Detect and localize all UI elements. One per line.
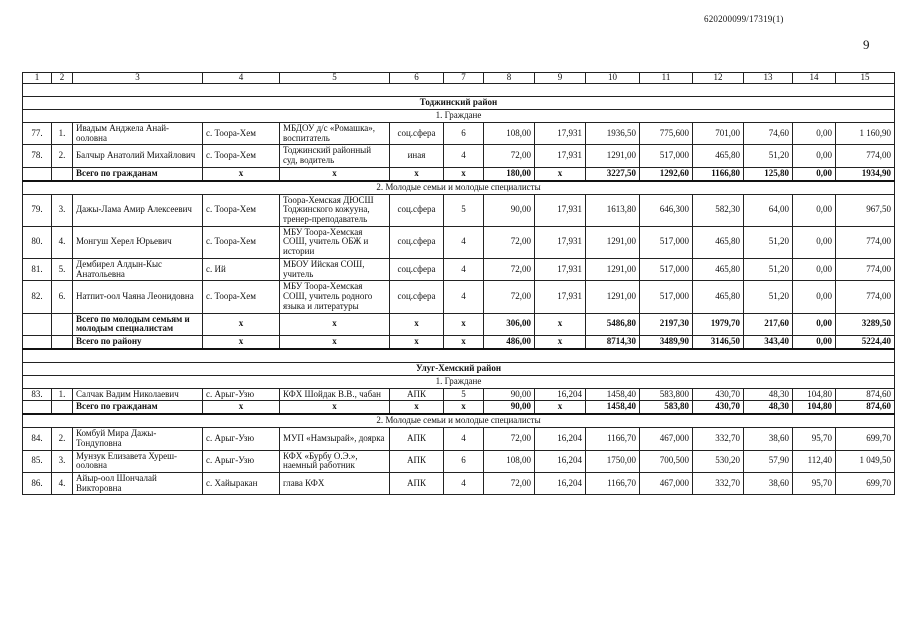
- table-row: [23, 123, 895, 145]
- person-name: Монгуш Херел Юрьевич: [73, 226, 203, 258]
- sphere: АПК: [390, 428, 444, 450]
- local-funds: 51,20: [744, 258, 793, 280]
- total-value: х: [203, 313, 280, 335]
- table-row: [23, 450, 895, 472]
- area: 90,00: [484, 194, 535, 226]
- federal-funds: 467,000: [640, 472, 693, 494]
- total-value: 217,60: [744, 313, 793, 335]
- family-size: 5: [444, 194, 484, 226]
- row-index: 6.: [52, 281, 73, 313]
- category-title: 2. Молодые семьи и молодые специалисты: [23, 414, 895, 428]
- total-empty: [52, 313, 73, 335]
- other-funds: 95,70: [793, 428, 836, 450]
- total-value: 874,60: [836, 401, 895, 414]
- total-label: Всего по молодым семьям и молодым специалистам: [73, 313, 203, 335]
- local-funds: 51,20: [744, 226, 793, 258]
- total-value: 430,70: [693, 401, 744, 414]
- row-index: 4.: [52, 226, 73, 258]
- regional-funds: 332,70: [693, 472, 744, 494]
- local-funds: 38,60: [744, 428, 793, 450]
- total-value: х: [390, 401, 444, 414]
- settlement: с. Тоора-Хем: [203, 194, 280, 226]
- total-value: 3289,50: [836, 313, 895, 335]
- header-cell: 10: [586, 73, 640, 84]
- total-value: 1979,70: [693, 313, 744, 335]
- sphere: соц.сфера: [390, 226, 444, 258]
- header-cell: 14: [793, 73, 836, 84]
- total-value: х: [444, 167, 484, 180]
- table-row: [23, 226, 895, 258]
- table-row: [23, 194, 895, 226]
- header-cell: 15: [836, 73, 895, 84]
- regional-funds: 465,80: [693, 258, 744, 280]
- area: 72,00: [484, 428, 535, 450]
- total-value: 0,00: [793, 167, 836, 180]
- total-value: х: [280, 335, 390, 348]
- category-title-row: [23, 414, 895, 428]
- federal-funds: 517,000: [640, 226, 693, 258]
- category-title-row: [23, 375, 895, 388]
- total-label: Всего по району: [73, 335, 203, 348]
- table-body: [23, 73, 895, 495]
- person-name: Ивадым Анджела Анай-ооловна: [73, 123, 203, 145]
- federal-funds: 775,600: [640, 123, 693, 145]
- total-value: 1934,90: [836, 167, 895, 180]
- row-index: 1.: [52, 388, 73, 401]
- workplace: МБУ Тоора-Хемская СОШ, учитель родного языка и литературы: [280, 281, 390, 313]
- settlement: с. Тоора-Хем: [203, 226, 280, 258]
- workplace: МБУ Тоора-Хемская СОШ, учитель ОБЖ и истории: [280, 226, 390, 258]
- federal-funds: 517,000: [640, 281, 693, 313]
- total-value: х: [535, 313, 586, 335]
- rate: 16,204: [535, 450, 586, 472]
- total-cost: 1291,00: [586, 258, 640, 280]
- other-funds: 0,00: [793, 281, 836, 313]
- area: 72,00: [484, 472, 535, 494]
- regional-funds: 465,80: [693, 226, 744, 258]
- total-cost: 1291,00: [586, 226, 640, 258]
- header-cell: 7: [444, 73, 484, 84]
- category-title: 1. Граждане: [23, 375, 895, 388]
- total-value: 486,00: [484, 335, 535, 348]
- row-index: 3.: [52, 450, 73, 472]
- sphere: соц.сфера: [390, 258, 444, 280]
- sphere: иная: [390, 145, 444, 167]
- total-empty: [23, 313, 52, 335]
- row-index: 2.: [52, 145, 73, 167]
- total-value: 180,00: [484, 167, 535, 180]
- family-size: 4: [444, 428, 484, 450]
- total-row: [23, 167, 895, 180]
- category-title-row: [23, 181, 895, 195]
- total-label: Всего по гражданам: [73, 401, 203, 414]
- row-number: 82.: [23, 281, 52, 313]
- total-value: х: [444, 401, 484, 414]
- total-value: 0,00: [793, 335, 836, 348]
- total-value: х: [390, 167, 444, 180]
- settlement: с. Арыг-Узю: [203, 428, 280, 450]
- federal-funds: 517,000: [640, 258, 693, 280]
- category-title: 2. Молодые семьи и молодые специалисты: [23, 181, 895, 195]
- workplace: МУП «Намзырай», доярка: [280, 428, 390, 450]
- regional-funds: 530,20: [693, 450, 744, 472]
- spacer-row: [23, 84, 895, 97]
- local-funds: 48,30: [744, 388, 793, 401]
- person-name: Натпит-оол Чаяна Леонидовна: [73, 281, 203, 313]
- header-cell: 2: [52, 73, 73, 84]
- total-empty: [52, 167, 73, 180]
- header-cell: 3: [73, 73, 203, 84]
- total-cost: 1936,50: [586, 123, 640, 145]
- family-size: 4: [444, 472, 484, 494]
- rate: 16,204: [535, 388, 586, 401]
- header-cell: 13: [744, 73, 793, 84]
- total-value: 8714,30: [586, 335, 640, 348]
- local-funds: 74,60: [744, 123, 793, 145]
- spacer-row: [23, 349, 895, 363]
- settlement: с. Арыг-Узю: [203, 450, 280, 472]
- person-name: Комбуй Мира Дажы-Тондуповна: [73, 428, 203, 450]
- area: 108,00: [484, 123, 535, 145]
- sphere: соц.сфера: [390, 194, 444, 226]
- person-name: Балчыр Анатолий Михайлович: [73, 145, 203, 167]
- sphere: АПК: [390, 388, 444, 401]
- total-empty: [52, 401, 73, 414]
- total-value: х: [444, 313, 484, 335]
- category-title-row: [23, 110, 895, 123]
- person-name: Дембирел Алдын-Кыс Анатольевна: [73, 258, 203, 280]
- workplace: Тоора-Хемская ДЮСШ Тоджинского кожууна, тренер-преподаватель: [280, 194, 390, 226]
- total-value: 125,80: [744, 167, 793, 180]
- row-number: 85.: [23, 450, 52, 472]
- own-funds: 774,00: [836, 145, 895, 167]
- total-value: 3146,50: [693, 335, 744, 348]
- total-value: 48,30: [744, 401, 793, 414]
- family-size: 6: [444, 123, 484, 145]
- row-number: 78.: [23, 145, 52, 167]
- regional-funds: 465,80: [693, 145, 744, 167]
- sphere: АПК: [390, 450, 444, 472]
- header-cell: 8: [484, 73, 535, 84]
- rate: 16,204: [535, 428, 586, 450]
- own-funds: 774,00: [836, 281, 895, 313]
- total-value: 0,00: [793, 313, 836, 335]
- area: 90,00: [484, 388, 535, 401]
- local-funds: 57,90: [744, 450, 793, 472]
- family-size: 4: [444, 281, 484, 313]
- total-cost: 1166,70: [586, 428, 640, 450]
- row-number: 81.: [23, 258, 52, 280]
- rate: 17,931: [535, 194, 586, 226]
- own-funds: 699,70: [836, 472, 895, 494]
- row-index: 2.: [52, 428, 73, 450]
- other-funds: 0,00: [793, 226, 836, 258]
- header-cell: 11: [640, 73, 693, 84]
- area: 108,00: [484, 450, 535, 472]
- total-value: 306,00: [484, 313, 535, 335]
- row-number: 79.: [23, 194, 52, 226]
- rate: 17,931: [535, 226, 586, 258]
- header-cell: 4: [203, 73, 280, 84]
- row-index: 3.: [52, 194, 73, 226]
- person-name: Салчак Вадим Николаевич: [73, 388, 203, 401]
- own-funds: 774,00: [836, 226, 895, 258]
- person-name: Айыр-оол Шончалай Викторовна: [73, 472, 203, 494]
- workplace: МБДОУ д/с «Ромашка», воспитатель: [280, 123, 390, 145]
- total-value: 5486,80: [586, 313, 640, 335]
- other-funds: 104,80: [793, 388, 836, 401]
- local-funds: 38,60: [744, 472, 793, 494]
- area: 72,00: [484, 226, 535, 258]
- header-cell: 12: [693, 73, 744, 84]
- row-number: 84.: [23, 428, 52, 450]
- own-funds: 967,50: [836, 194, 895, 226]
- local-funds: 64,00: [744, 194, 793, 226]
- regional-funds: 701,00: [693, 123, 744, 145]
- district-title-row: [23, 97, 895, 110]
- category-title: 1. Граждане: [23, 110, 895, 123]
- total-row: [23, 335, 895, 348]
- header-cell: 1: [23, 73, 52, 84]
- total-value: х: [203, 167, 280, 180]
- table-row: [23, 428, 895, 450]
- header-row: [23, 73, 895, 84]
- area: 72,00: [484, 281, 535, 313]
- workplace: МБОУ Ийская СОШ, учитель: [280, 258, 390, 280]
- family-size: 4: [444, 226, 484, 258]
- row-number: 77.: [23, 123, 52, 145]
- total-value: 343,40: [744, 335, 793, 348]
- rate: 17,931: [535, 123, 586, 145]
- other-funds: 0,00: [793, 194, 836, 226]
- row-index: 1.: [52, 123, 73, 145]
- family-size: 4: [444, 145, 484, 167]
- table-row: [23, 145, 895, 167]
- header-cell: 5: [280, 73, 390, 84]
- total-empty: [23, 401, 52, 414]
- row-number: 86.: [23, 472, 52, 494]
- row-index: 5.: [52, 258, 73, 280]
- area: 72,00: [484, 145, 535, 167]
- table-row: [23, 388, 895, 401]
- own-funds: 874,60: [836, 388, 895, 401]
- total-value: 1166,80: [693, 167, 744, 180]
- person-name: Мунзук Елизавета Хуреш-ооловна: [73, 450, 203, 472]
- total-empty: [23, 167, 52, 180]
- row-number: 80.: [23, 226, 52, 258]
- total-cost: 1166,70: [586, 472, 640, 494]
- table-row: [23, 472, 895, 494]
- federal-funds: 646,300: [640, 194, 693, 226]
- total-value: х: [390, 313, 444, 335]
- family-size: 5: [444, 388, 484, 401]
- total-value: х: [203, 401, 280, 414]
- person-name: Дажы-Лама Амир Алексеевич: [73, 194, 203, 226]
- header-cell: 6: [390, 73, 444, 84]
- rate: 17,931: [535, 281, 586, 313]
- total-value: х: [535, 401, 586, 414]
- spacer: [23, 349, 895, 363]
- area: 72,00: [484, 258, 535, 280]
- other-funds: 0,00: [793, 123, 836, 145]
- total-value: 104,80: [793, 401, 836, 414]
- settlement: с. Тоора-Хем: [203, 145, 280, 167]
- district-title: Улуг-Хемский район: [23, 362, 895, 375]
- workplace: глава КФХ: [280, 472, 390, 494]
- header-cell: 9: [535, 73, 586, 84]
- settlement: с. Тоора-Хем: [203, 281, 280, 313]
- regional-funds: 332,70: [693, 428, 744, 450]
- total-value: х: [203, 335, 280, 348]
- district-title: Тоджинский район: [23, 97, 895, 110]
- own-funds: 774,00: [836, 258, 895, 280]
- table-row: [23, 258, 895, 280]
- total-value: х: [280, 401, 390, 414]
- total-value: 5224,40: [836, 335, 895, 348]
- own-funds: 1 049,50: [836, 450, 895, 472]
- local-funds: 51,20: [744, 145, 793, 167]
- district-title-row: [23, 362, 895, 375]
- sphere: АПК: [390, 472, 444, 494]
- regional-funds: 582,30: [693, 194, 744, 226]
- workplace: Тоджинский районный суд, водитель: [280, 145, 390, 167]
- total-empty: [52, 335, 73, 348]
- sphere: соц.сфера: [390, 123, 444, 145]
- rate: 16,204: [535, 472, 586, 494]
- total-value: х: [444, 335, 484, 348]
- federal-funds: 467,000: [640, 428, 693, 450]
- total-label: Всего по гражданам: [73, 167, 203, 180]
- rate: 17,931: [535, 145, 586, 167]
- settlement: с. Хайыракан: [203, 472, 280, 494]
- total-value: х: [535, 335, 586, 348]
- total-cost: 1291,00: [586, 281, 640, 313]
- total-value: х: [390, 335, 444, 348]
- family-size: 6: [444, 450, 484, 472]
- document-id: 620200099/17319(1): [704, 14, 784, 24]
- rate: 17,931: [535, 258, 586, 280]
- regional-funds: 430,70: [693, 388, 744, 401]
- total-row: [23, 313, 895, 335]
- own-funds: 699,70: [836, 428, 895, 450]
- data-table: [22, 72, 895, 495]
- other-funds: 112,40: [793, 450, 836, 472]
- other-funds: 0,00: [793, 258, 836, 280]
- total-value: х: [535, 167, 586, 180]
- row-index: 4.: [52, 472, 73, 494]
- family-size: 4: [444, 258, 484, 280]
- settlement: с. Арыг-Узю: [203, 388, 280, 401]
- page-number: 9: [863, 37, 870, 52]
- settlement: с. Ий: [203, 258, 280, 280]
- workplace: КФХ «Бурбу О.Э.», наемный работник: [280, 450, 390, 472]
- total-empty: [23, 335, 52, 348]
- total-value: 3227,50: [586, 167, 640, 180]
- federal-funds: 583,800: [640, 388, 693, 401]
- total-cost: 1613,80: [586, 194, 640, 226]
- total-value: 1292,60: [640, 167, 693, 180]
- total-value: х: [280, 167, 390, 180]
- workplace: КФХ Шойдак В.В., чабан: [280, 388, 390, 401]
- federal-funds: 517,000: [640, 145, 693, 167]
- total-row: [23, 401, 895, 414]
- settlement: с. Тоора-Хем: [203, 123, 280, 145]
- row-number: 83.: [23, 388, 52, 401]
- total-value: х: [280, 313, 390, 335]
- table-row: [23, 281, 895, 313]
- local-funds: 51,20: [744, 281, 793, 313]
- total-value: 583,80: [640, 401, 693, 414]
- total-value: 90,00: [484, 401, 535, 414]
- total-value: 2197,30: [640, 313, 693, 335]
- regional-funds: 465,80: [693, 281, 744, 313]
- total-value: 1458,40: [586, 401, 640, 414]
- sphere: соц.сфера: [390, 281, 444, 313]
- own-funds: 1 160,90: [836, 123, 895, 145]
- other-funds: 95,70: [793, 472, 836, 494]
- total-cost: 1750,00: [586, 450, 640, 472]
- federal-funds: 700,500: [640, 450, 693, 472]
- total-cost: 1291,00: [586, 145, 640, 167]
- other-funds: 0,00: [793, 145, 836, 167]
- total-cost: 1458,40: [586, 388, 640, 401]
- total-value: 3489,90: [640, 335, 693, 348]
